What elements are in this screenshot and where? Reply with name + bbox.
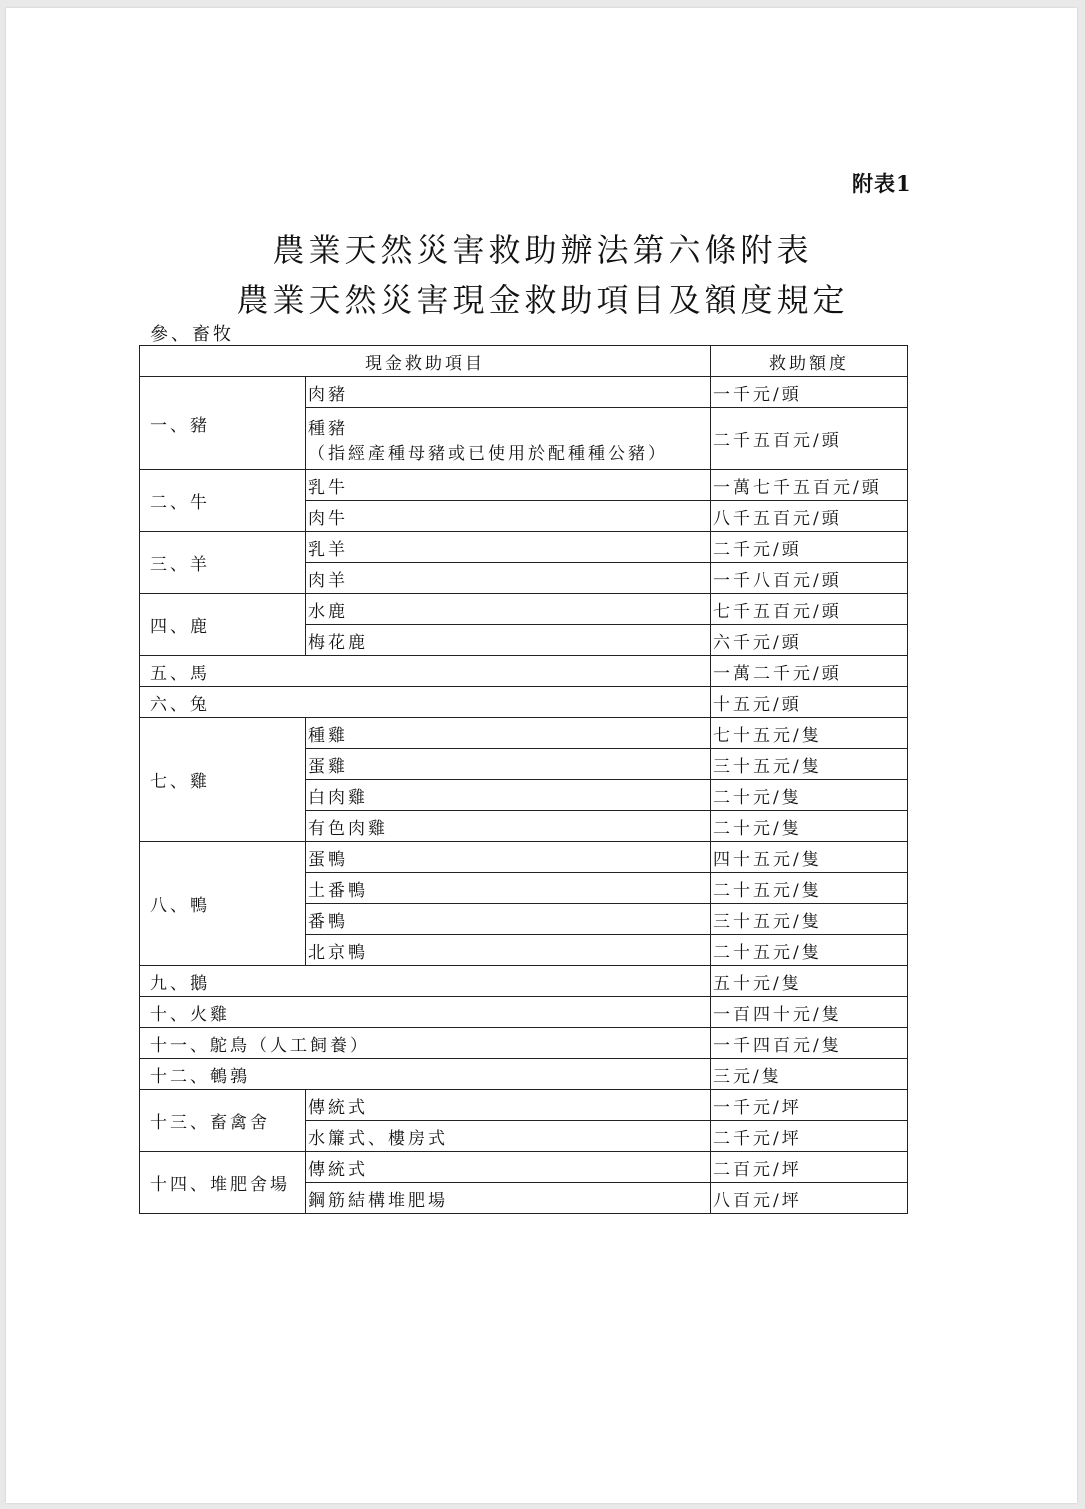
item-cell: 乳牛 [306, 470, 711, 501]
category-cell: 十一、鴕鳥（人工飼養） [140, 1028, 711, 1059]
amount-cell: 四十五元/隻 [711, 842, 908, 873]
amount-cell: 三元/隻 [711, 1059, 908, 1090]
category-cell: 三、羊 [140, 532, 306, 594]
amount-cell: 二千五百元/頭 [711, 408, 908, 470]
table-row [140, 377, 908, 408]
document-title: 農業天然災害救助辦法第六條附表 [272, 231, 813, 269]
category-cell: 十、火雞 [140, 997, 711, 1028]
amount-cell: 一百四十元/隻 [711, 997, 908, 1028]
item-cell: 傳統式 [306, 1090, 711, 1121]
amount-cell: 五十元/隻 [711, 966, 908, 997]
category-cell: 十三、畜禽舍 [140, 1090, 306, 1152]
amount-cell: 一千八百元/頭 [711, 563, 908, 594]
amount-cell: 一千四百元/隻 [711, 1028, 908, 1059]
table-row [140, 687, 908, 718]
category-cell: 二、牛 [140, 470, 306, 532]
item-cell: 肉羊 [306, 563, 711, 594]
table-row [140, 966, 908, 997]
item-note: （指經產種母豬或已使用於配種種公豬） [308, 443, 668, 464]
amount-cell: 三十五元/隻 [711, 904, 908, 935]
item-cell: 白肉雞 [306, 780, 711, 811]
category-cell: 八、鴨 [140, 842, 306, 966]
item-cell: 蛋鴨 [306, 842, 711, 873]
amount-cell: 二千元/坪 [711, 1121, 908, 1152]
amount-cell: 一千元/頭 [711, 377, 908, 408]
table-row [140, 656, 908, 687]
item-cell: 種雞 [306, 718, 711, 749]
item-cell: 北京鴨 [306, 935, 711, 966]
header-item: 現金救助項目 [140, 346, 711, 377]
amount-cell: 七十五元/隻 [711, 718, 908, 749]
amount-cell: 十五元/頭 [711, 687, 908, 718]
item-cell: 梅花鹿 [306, 625, 711, 656]
amount-cell: 二十元/隻 [711, 780, 908, 811]
category-cell: 七、雞 [140, 718, 306, 842]
table-row [140, 1028, 908, 1059]
amount-cell: 二千元/頭 [711, 532, 908, 563]
table-row [140, 997, 908, 1028]
amount-cell: 三十五元/隻 [711, 749, 908, 780]
item-cell: 有色肉雞 [306, 811, 711, 842]
item-cell [306, 408, 711, 470]
category-cell: 九、鵝 [140, 966, 711, 997]
category-cell: 六、兔 [140, 687, 711, 718]
annex-label: 附表1 [852, 171, 912, 196]
item-cell: 鋼筋結構堆肥場 [306, 1183, 711, 1214]
table-row [140, 470, 908, 501]
table-header-row [140, 346, 908, 377]
item-cell: 蛋雞 [306, 749, 711, 780]
item-cell: 水簾式、樓房式 [306, 1121, 711, 1152]
table-row [140, 1059, 908, 1090]
amount-cell: 一萬二千元/頭 [711, 656, 908, 687]
amount-cell: 一萬七千五百元/頭 [711, 470, 908, 501]
item-cell: 水鹿 [306, 594, 711, 625]
relief-table [139, 345, 908, 1214]
item-cell: 肉牛 [306, 501, 711, 532]
item-cell: 番鴨 [306, 904, 711, 935]
table-row [140, 718, 908, 749]
amount-cell: 八千五百元/頭 [711, 501, 908, 532]
amount-cell: 二十五元/隻 [711, 873, 908, 904]
item-cell: 乳羊 [306, 532, 711, 563]
item-cell: 土番鴨 [306, 873, 711, 904]
amount-cell: 二十五元/隻 [711, 935, 908, 966]
table-row [140, 1090, 908, 1121]
header-amount: 救助額度 [711, 346, 908, 377]
category-cell: 十二、鵪鶉 [140, 1059, 711, 1090]
amount-cell: 七千五百元/頭 [711, 594, 908, 625]
item-cell: 肉豬 [306, 377, 711, 408]
amount-cell: 六千元/頭 [711, 625, 908, 656]
table-row [140, 594, 908, 625]
category-cell: 四、鹿 [140, 594, 306, 656]
amount-cell: 二百元/坪 [711, 1152, 908, 1183]
table-row [140, 1152, 908, 1183]
document-subtitle: 農業天然災害現金救助項目及額度規定 [236, 281, 849, 319]
item-cell: 傳統式 [306, 1152, 711, 1183]
category-cell: 五、馬 [140, 656, 711, 687]
table-row [140, 842, 908, 873]
item-name: 種豬 [308, 418, 348, 439]
amount-cell: 一千元/坪 [711, 1090, 908, 1121]
category-cell: 一、豬 [140, 377, 306, 470]
section-label: 參、畜牧 [150, 324, 234, 345]
amount-cell: 二十元/隻 [711, 811, 908, 842]
amount-cell: 八百元/坪 [711, 1183, 908, 1214]
category-cell: 十四、堆肥舍場 [140, 1152, 306, 1214]
table-row [140, 532, 908, 563]
